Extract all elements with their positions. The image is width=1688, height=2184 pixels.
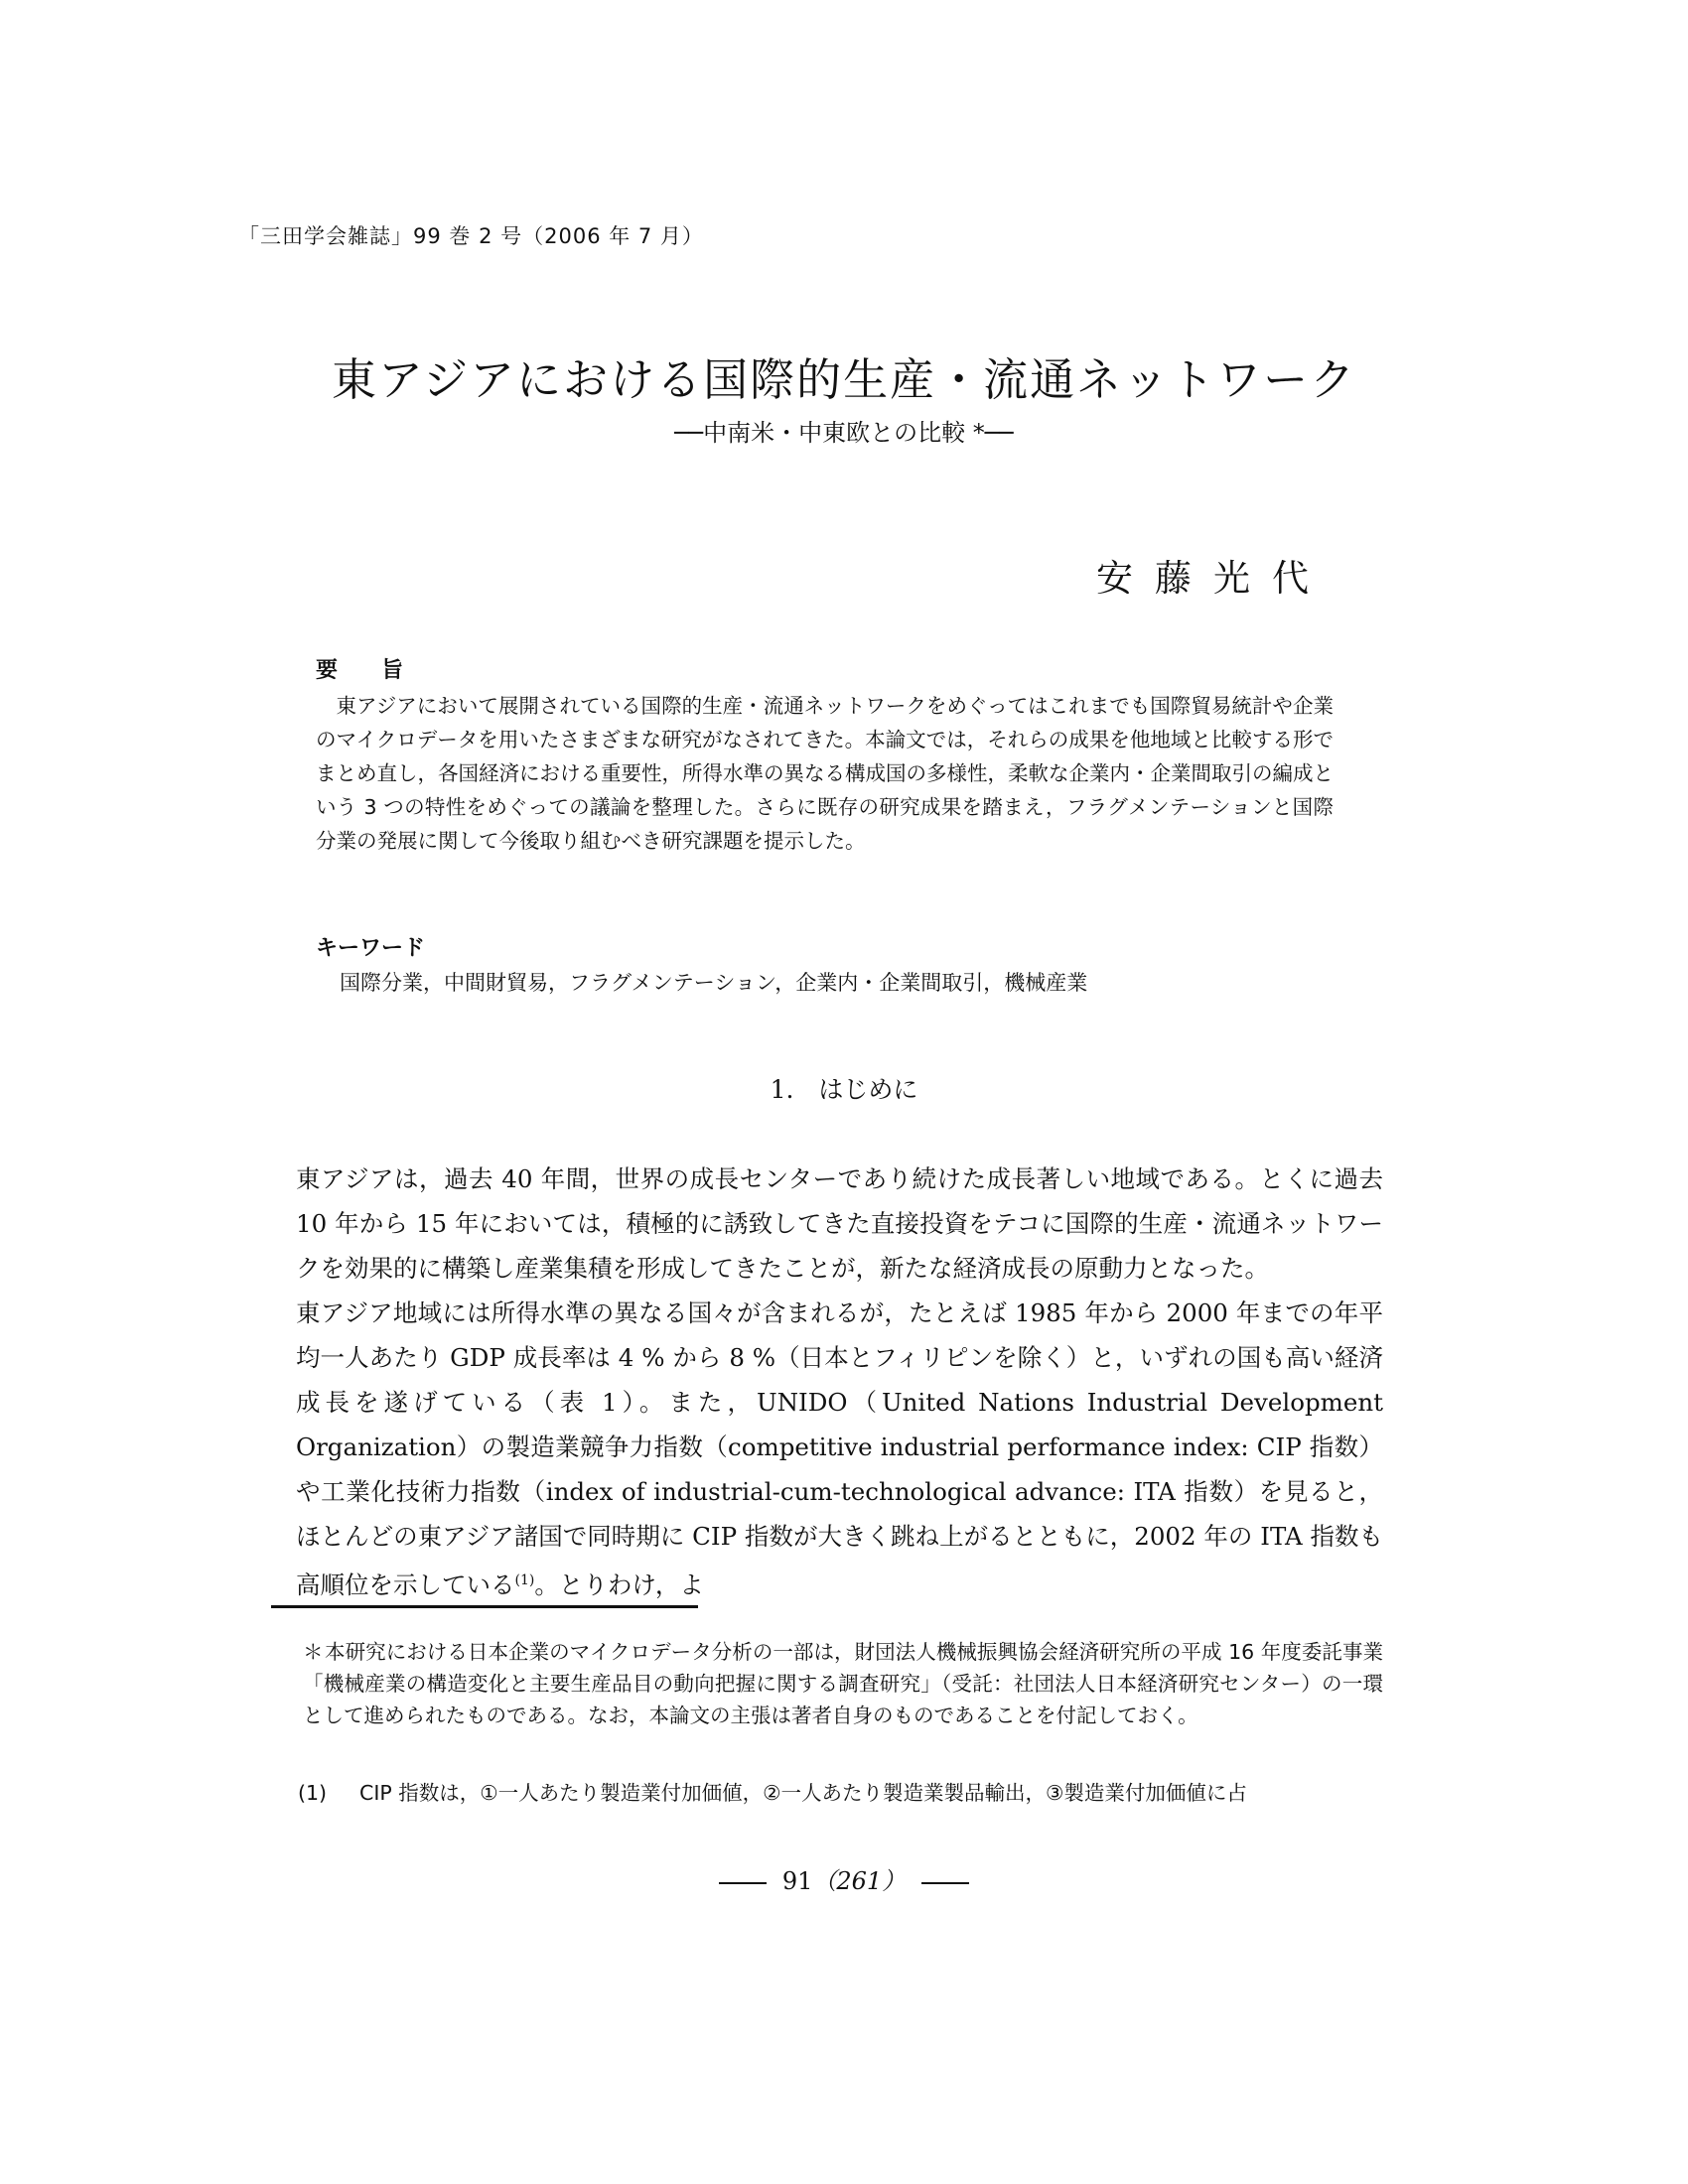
abstract-body [316, 689, 1334, 858]
footnote-star-mark: ＊ [303, 1640, 324, 1664]
body-paragraph-2 [271, 1291, 1383, 1607]
section-heading: 1. はじめに [770, 1075, 918, 1104]
body-paragraph-2-text: 東アジア地域には所得水準の異なる国々が含まれるが，たとえば 1985 年から 2000 年までの年平均一人あたり GDP 成長率は 4 % から 8 %（日本とフィリピンを除く）と，いずれの国も高い経済成長を遂げている（表 1）。また，UNIDO（United Nations Industrial Development Organization）の製造業競争力指数（competitive industrial performance index: CIP 指数）や工業化技術力指数（index of industrial-cum-technological advance: ITA 指数）を見ると，ほとんどの東アジア諸国で同時期に CIP 指数が大きく跳ね上がるとともに，2002 年の ITA 指数も高順位を示している [296, 1298, 1383, 1600]
body-text [271, 1157, 1383, 1607]
footnote-star [303, 1636, 1383, 1731]
article-subtitle: ──中南米・中東欧との比較 *── [674, 419, 1014, 447]
footnote-1-mark: (1) [298, 1781, 328, 1805]
keywords-text: 国際分業，中間財貿易，フラグメンテーション，企業内・企業間取引，機械産業 [340, 971, 1088, 995]
page-number [0, 1861, 1688, 1896]
page-number-issue: （261） [812, 1867, 907, 1895]
footnote-1-text: CIP 指数は，①一人あたり製造業付加価値，②一人あたり製造業製品輸出，③製造業付加価値に占 [359, 1781, 1247, 1805]
page-number-value: 91 [781, 1867, 813, 1895]
journal-citation: 「三田学会雑誌」99 巻 2 号（2006 年 7 月） [238, 224, 704, 248]
body-paragraph-1: 東アジアは，過去 40 年間，世界の成長センターであり続けた成長著しい地域である。とくに過去 10 年から 15 年においては，積極的に誘致してきた直接投資をテコに国際的生産・流通ネットワークを効果的に構築し産業集積を形成してきたことが，新たな経済成長の原動力となった。 [296, 1164, 1383, 1283]
page-number-dash-right [921, 1882, 969, 1884]
footnote-ref-1[interactable]: (1) [514, 1572, 535, 1588]
abstract-text: 東アジアにおいて展開されている国際的生産・流通ネットワークをめぐってはこれまでも国際貿易統計や企業のマイクロデータを用いたさまざまな研究がなされてきた。本論文では，それらの成果を他地域と比較する形でまとめ直し，各国経済における重要性，所得水準の異なる構成国の多様性，柔軟な企業内・企業間取引の編成という 3 つの特性をめぐっての議論を整理した。さらに既存の研究成果を踏まえ，フラグメンテーションと国際分業の発展に関して今後取り組むべき研究課題を提示した。 [316, 694, 1334, 853]
footnote-star-text: 本研究における日本企業のマイクロデータ分析の一部は，財団法人機械振興協会経済研究所の平成 16 年度委託事業「機械産業の構造変化と主要生産品目の動向把握に関する調査研究」（受託：社団法人日本経済研究センター）の一環として進められたものである。なお，本論文の主張は著者自身のものであることを付記しておく。 [303, 1640, 1383, 1727]
keywords-label: キーワード [316, 936, 426, 961]
abstract-label: 要 旨 [316, 658, 404, 683]
footnote-divider [271, 1605, 698, 1608]
body-paragraph-2-end: 。とりわけ，よ [534, 1570, 704, 1600]
page-number-dash-left [719, 1882, 767, 1884]
article-title: 東アジアにおける国際的生産・流通ネットワーク [331, 353, 1357, 406]
footnote-1 [298, 1777, 1385, 1809]
author-name: 安藤光代 [1096, 557, 1331, 600]
